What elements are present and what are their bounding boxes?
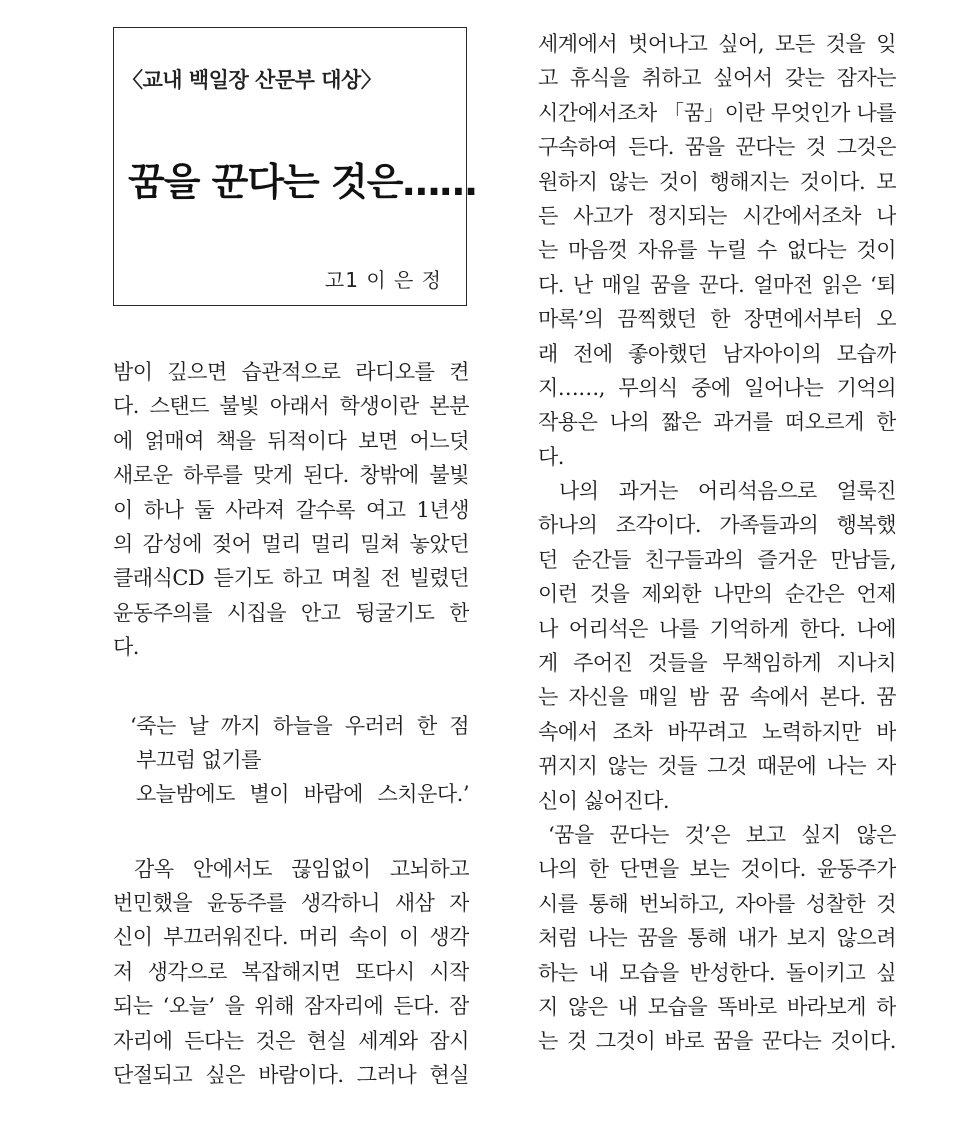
author-name: 고1 이 은 정 [324, 268, 442, 292]
text-line: 저 생각으로 복잡해지면 또다시 시작 [113, 959, 469, 984]
poem-line: 부끄럼 없기를 [136, 747, 261, 772]
text-line: 이런 것을 제외한 나만의 순간은 언제 [538, 582, 896, 607]
text-line: 다. [538, 444, 564, 469]
left-column [113, 355, 469, 1092]
text-line: 래 전에 좋아했던 남자아이의 모습까 [538, 341, 896, 366]
text-line: 나의 과거는 어리석음으로 얼룩진 [559, 479, 896, 504]
text-line: 다. 난 매일 꿈을 꾼다. 얼마전 읽은 ‘퇴 [538, 272, 896, 297]
text-line: 는 마음껏 자유를 누릴 수 없다는 것이 [538, 238, 896, 263]
text-line: 신이 싫어진다. [538, 788, 670, 813]
poem-quote [113, 709, 469, 812]
text-line: 의 감성에 젖어 멀리 멀리 밀쳐 놓았던 [113, 531, 469, 556]
text-line: 되는 ‘오늘’ 을 위해 잠자리에 든다. 잠 [113, 994, 469, 1019]
right-column [538, 27, 896, 1059]
text-line: 지 않은 내 모습을 똑바로 바라보게 하 [538, 994, 896, 1019]
text-line: 감옥 안에서도 끊임없이 고뇌하고 [134, 856, 469, 881]
paragraph [538, 474, 896, 818]
text-line: ‘꿈을 꾼다는 것’은 보고 싶지 않은 [548, 822, 896, 847]
text-line: 처럼 나는 꿈을 통해 내가 보지 않으려 [538, 926, 896, 951]
text-line: 밤이 깊으면 습관적으로 라디오를 켠 [113, 360, 469, 384]
paragraph [538, 818, 896, 1059]
essay-title: 꿈을 꾼다는 것은…… [128, 160, 477, 204]
text-line: 하나의 조각이다. 가족들과의 행복했 [538, 513, 896, 538]
text-line: 다. 스탠드 불빛 아래서 학생이란 본분 [113, 394, 469, 419]
paragraph [538, 27, 896, 474]
poem-line: ‘죽는 날 까지 하늘을 우러러 한 점 [130, 713, 469, 738]
text-line: 새로운 하루를 맞게 된다. 창밖에 불빛 [113, 463, 469, 488]
text-line: 게 주어진 것들을 무책임하게 지나치 [538, 651, 896, 676]
text-line: 고 휴식을 취하고 싶어서 갖는 잠자는 [538, 66, 896, 91]
text-line: 에 얽매여 책을 뒤적이다 보면 어느덧 [113, 428, 469, 453]
text-line: 는 것 그것이 바로 꿈을 꾼다는 것이다. [538, 1029, 896, 1054]
text-line: 번민했을 윤동주를 생각하니 새삼 자 [113, 891, 469, 916]
text-line: 이 하나 둘 사라져 갈수록 여고 1년생 [113, 497, 469, 522]
text-line: 던 순간들 친구들과의 즐거운 만남들, [538, 547, 896, 572]
text-line: 작용은 나의 짧은 과거를 떠오르게 한 [538, 410, 896, 435]
poem-line: 오늘밤에도 별이 바람에 스치운다.’ [136, 782, 469, 807]
paragraph [113, 852, 469, 1093]
text-line: 마록’의 끔찍했던 한 장면에서부터 오 [538, 307, 896, 332]
text-line: 구속하여 든다. 꿈을 꾼다는 것 그것은 [538, 135, 896, 160]
text-line: 든 사고가 정지되는 시간에서조차 나 [538, 203, 896, 228]
text-line: 속에서 조차 바꾸려고 노력하지만 바 [538, 719, 896, 744]
title-box [113, 27, 477, 306]
category-label: 〈교내 백일장 산문부 대상〉 [122, 68, 382, 92]
text-line: 윤동주의를 시집을 안고 뒹굴기도 한 [113, 600, 469, 625]
text-line: 원하지 않는 것이 행해지는 것이다. 모 [538, 169, 896, 194]
text-line: 세계에서 벗어나고 싶어, 모든 것을 잊 [538, 32, 896, 56]
text-line: 는 자신을 매일 밤 꿈 속에서 본다. 꿈 [538, 685, 896, 710]
text-line: 시를 통해 번뇌하고, 자아를 성찰한 것 [538, 891, 896, 916]
text-line: 신이 부끄러워진다. 머리 속이 이 생각 [113, 925, 469, 950]
text-line: 뀌지지 않는 것들 그것 때문에 나는 자 [538, 754, 896, 779]
text-line: 단절되고 싶은 바람이다. 그러나 현실 [113, 1063, 469, 1088]
text-line: 나 어리석은 나를 기억하게 한다. 나에 [538, 616, 896, 641]
text-line: 시간에서조차 「꿈」이란 무엇인가 나를 [538, 100, 896, 125]
text-line: 나의 한 단면을 보는 것이다. 윤동주가 [538, 857, 896, 882]
paragraph [113, 355, 469, 665]
text-line: 지……, 무의식 중에 일어나는 기억의 [538, 375, 896, 400]
text-line: 하는 내 모습을 반성한다. 돌이키고 싶 [538, 960, 896, 985]
text-line: 자리에 든다는 것은 현실 세계와 잠시 [113, 1028, 469, 1053]
text-line: 다. [113, 635, 139, 660]
text-line: 클래식CD 듣기도 하고 며칠 전 빌렸던 [113, 566, 469, 591]
